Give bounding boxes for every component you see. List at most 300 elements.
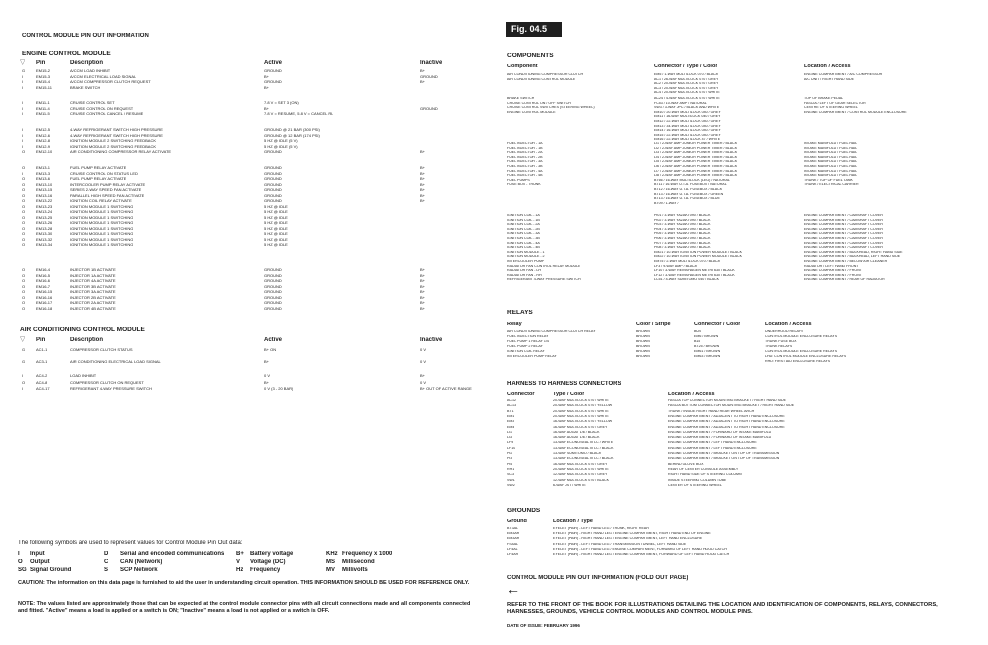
- pin-description: INTERCOOLER PUMP RELAY ACTIVATE: [70, 182, 146, 187]
- note-text: NOTE: The values listed are approximately those that can be expected at the control module connector pins with all circuit connections made and all components connected and fitted. "Active" means a load is applied or a switch is ON; "Inactive" means a load is not applied or a switch is OFF.: [18, 601, 471, 614]
- component-location: INTAKE MANIFOLD / FUEL RAIL: [804, 155, 858, 159]
- pin-description: AIR CONDITIONING ELECTRICAL LOAD SIGNAL: [70, 360, 161, 364]
- component-location: INTAKE MANIFOLD / FUEL RAIL: [804, 169, 858, 173]
- component-name: IGNITION MODULE - 1: [507, 250, 545, 254]
- component-location: ENGINE COMPARTMENT / CAMSHAFT COVER: [804, 214, 884, 217]
- pin-description: SERIES 2-WAY SPEED FAN ACTIVATE: [70, 188, 142, 192]
- harness-title: HARNESS TO HARNESS CONNECTORS: [507, 381, 622, 387]
- ground-id: BT3AL: [507, 527, 518, 530]
- harness-type: 20-WAY MULTILOCK 070 / WHITE: [553, 409, 609, 413]
- component-connector: EM11 / 16-WAY MULTILOCK 040 / GREY: [654, 115, 721, 119]
- relay-name: FUEL PUMP 2 RELAY: [507, 345, 543, 348]
- harness-type: 6-WAY JST / WHITE: [553, 483, 586, 487]
- component-location: ENGINE COMPARTMENT / BELOW AIR CLEANER: [804, 260, 888, 263]
- component-connector: PI01 / 3-WAY YAZAKI 090 / BLACK: [654, 214, 711, 217]
- relays-header-relay: Relay: [507, 322, 522, 327]
- pin-number: EM13-25: [36, 215, 53, 220]
- pin-active: GROUND: [264, 301, 282, 305]
- pin-number: EM16-18: [36, 306, 53, 311]
- pin-description: IGNITION MODULE 2 SWITCHING FEEDBACK: [70, 144, 157, 149]
- pin-description: INJECTOR 1B ACTIVATE: [70, 268, 116, 272]
- component-name: FUEL INJECTOR - 2B: [507, 155, 543, 159]
- relay-name: AIR CONDITIONING COMPRESSOR CLUTCH RELAY: [507, 330, 596, 333]
- component-connector: LI1 / 2-WAY AMP JUNIOR POWER TIMER / BLACK: [654, 142, 738, 145]
- harness-connector: RH1: [507, 467, 515, 471]
- pin-active: 0 V: [264, 374, 271, 378]
- component-connector: PI07 / 3-WAY YAZAKI 090 / BLACK: [654, 241, 711, 245]
- pin-number: EM12-6: [36, 133, 51, 138]
- pin-inactive: B+: [420, 177, 426, 181]
- pin-active: GROUND: [264, 284, 282, 289]
- component-name: RADIATOR FAN - LH: [507, 269, 542, 273]
- accm-title: AIR CONDITIONING CONTROL MODULE: [20, 327, 145, 333]
- pin-number: EM11-1: [36, 101, 50, 105]
- relay-location: TRUNK FUSE BOX: [765, 340, 797, 343]
- legend-value: Signal Ground: [30, 567, 72, 573]
- component-location: ENGINE COMPARTMENT / BULKHEAD, LEFT HAND SIDE: [804, 255, 901, 259]
- pin-inactive: B+: [420, 166, 426, 170]
- pin-symbol: O: [22, 237, 26, 242]
- pin-description: 4-WAY REFRIGERANT SWITCH HIGH PRESSURE: [70, 133, 163, 138]
- accm-header: [22, 336, 472, 346]
- pin-symbol: I: [22, 106, 24, 111]
- pin-number: EM15-3: [36, 74, 51, 79]
- pin-active: 5 HZ @ IDLE: [264, 226, 288, 231]
- component-connector: EM14 / 16-WAY MULTILOCK 040 / GREY: [654, 129, 721, 133]
- component-name: REFRIGERANT 4-WAY PRESSURE SWITCH: [507, 278, 581, 282]
- pin-symbol: O: [22, 193, 26, 198]
- pin-active: B+: [264, 74, 270, 79]
- pin-description: INJECTOR 2B ACTIVATE: [70, 295, 116, 300]
- legend-value: CAN (Network): [120, 559, 163, 565]
- component-name: RADIATOR FAN - RH: [507, 273, 542, 277]
- ground-id: EM3AR: [507, 532, 520, 536]
- ground-location: EYELET (PAIR) - LEFT HAND LEG / ENGINE COMPARTMENT, FORWARD OF LEFT HAND HOOD CATCH: [553, 547, 727, 551]
- pin-description: INJECTOR 4B ACTIVATE: [70, 306, 116, 311]
- component-location: ENGINE COMPARTMENT / REAR OF RADIATOR: [804, 278, 885, 282]
- pin-number: AC4-2: [36, 374, 48, 378]
- component-name: FUEL INJECTOR - 4B: [507, 174, 543, 178]
- pin-symbol: I: [22, 85, 24, 90]
- component-name: CRUISE CONTROL SWITCHES (STEERING WHEEL): [507, 106, 595, 110]
- ecm-header: [22, 59, 472, 69]
- component-location: TOP OF BRAKE PEDAL: [804, 97, 844, 100]
- component-connector: EM5 / 1-WAY MULTILOCK 070 / BLACK: [654, 73, 719, 76]
- component-name: INTERCOOLER PUMP: [507, 260, 545, 263]
- pin-number: EM13-23: [36, 204, 53, 209]
- legend-key: MV: [326, 567, 335, 573]
- legend-value: Frequency: [250, 567, 281, 573]
- pin-active: GROUND: [264, 80, 282, 84]
- pin-number: EM16-16: [36, 295, 53, 300]
- component-location: INTAKE MANIFOLD / FUEL RAIL: [804, 165, 858, 168]
- pin-number: EM13-24: [36, 210, 53, 214]
- component-connector: PI08 / 3-WAY YAZAKI 090 / BLACK: [654, 246, 711, 250]
- pin-description: COMPRESSOR CLUTCH STATUS: [70, 348, 133, 352]
- component-name: FUEL INJECTOR - 2A: [507, 151, 543, 155]
- component-name: ENGINE CONTROL MODULE: [507, 110, 556, 114]
- grounds-header-location: Location / Type: [553, 519, 593, 524]
- ground-id: LF4AR: [507, 553, 519, 556]
- pin-inactive: B+: [420, 284, 426, 289]
- component-location: A/C UNIT / RIGHT HAND SIDE: [804, 77, 854, 81]
- pin-description: CRUISE CONTROL SET: [70, 101, 115, 105]
- pin-number: AC3-1: [36, 360, 48, 364]
- pin-inactive: 0 V: [420, 380, 427, 385]
- pin-symbol: G: [22, 69, 26, 73]
- harness-location: ENGINE COMPARTMENT / ADJACENT TO RIGHT HAND ENCLOSURE: [668, 425, 785, 429]
- relay-color: BROWN: [636, 345, 650, 348]
- component-connector: BT66 / 16-WAY MULTILOCK (LEG) / NATURAL: [654, 178, 730, 182]
- pin-inactive: B+: [420, 301, 426, 305]
- pin-number: EM13-28: [36, 226, 53, 231]
- component-location: ENGINE COMPARTMENT / FRONT: [804, 273, 862, 277]
- pin-active: B+: [264, 360, 270, 364]
- component-name: FUEL INJECTOR - 3B: [507, 165, 543, 168]
- pin-number: EM13-32: [36, 237, 53, 242]
- harness-type: 13-WAY ECONOSEAL III LC / BLACK: [553, 457, 614, 461]
- pin-number: EM11-4: [36, 106, 50, 111]
- pin-number: EM15-11: [36, 85, 52, 90]
- harness-connector: LI1: [507, 430, 512, 434]
- relay-location: LHD: CONTROL MODULE ENCLOSURE RELAYS: [765, 355, 847, 358]
- component-connector: AC2 / 20-WAY MULTILOCK 070 / GREY: [654, 82, 719, 86]
- relay-color: BROWN: [636, 330, 650, 333]
- legend-value: Voltage (DC): [250, 559, 286, 565]
- harness-connector: LF10: [507, 446, 516, 450]
- component-location: ENGINE COMPARTMENT / CAMSHAFT COVER: [804, 241, 884, 245]
- accm-header-pin: Pin: [36, 337, 46, 343]
- component-connector: SW3 / 3-WAY JPC / BLACK AND WHITE: [654, 106, 720, 110]
- pin-number: EM13-1: [36, 166, 51, 170]
- pin-active: GROUND: [264, 182, 282, 187]
- pin-number: EM16-17: [36, 301, 53, 305]
- pin-symbol: I: [22, 74, 24, 79]
- pin-inactive: B+: [420, 80, 426, 84]
- relay-location: TRUNK RELAYS: [765, 345, 793, 348]
- grounds-header-ground: Ground: [507, 519, 527, 524]
- harness-connector: PI5: [507, 462, 513, 466]
- pin-inactive: B+: [420, 374, 426, 378]
- pin-active: GROUND: [264, 171, 282, 176]
- harness-connector: BT1: [507, 409, 514, 413]
- refer-text: REFER TO THE FRONT OF THE BOOK FOR ILLUSTRATIONS DETAILING THE LOCATION AND IDENTIFICATION OF COMPONENTS, RELAYS, CONNECTORS, HARNESSES, GROUNDS, VEHICLE CONTROL MODULES AND CONTROL MODULE PINS.: [507, 602, 938, 616]
- pin-symbol: O: [22, 279, 26, 283]
- pin-symbol: O: [22, 380, 26, 385]
- pin-active: 5 HZ @ IDLE: [264, 237, 288, 242]
- pin-inactive: B+: [420, 171, 426, 176]
- harness-location: FASCIA BOTTOM CONNECTOR MOUNTING BRACKET / RIGHT HAND SIDE: [668, 404, 795, 408]
- harness-type: 13-WAY SUMITOMO / BLACK: [553, 452, 602, 455]
- grounds-title: GROUNDS: [507, 508, 541, 514]
- pin-description: A/CCM ELECTRICAL LOAD SIGNAL: [70, 74, 137, 79]
- component-connector: LI8 / 2-WAY AMP JUNIOR POWER TIMER / BLACK: [654, 174, 738, 178]
- pin-number: EM11-5: [36, 112, 50, 116]
- pin-symbol: I: [22, 128, 24, 132]
- pin-inactive: B+: [420, 306, 426, 311]
- legend-key: MS: [326, 559, 335, 565]
- component-connector: LI2 / 2-WAY AMP JUNIOR POWER TIMER / BLACK: [654, 146, 738, 150]
- pin-number: EM13-3: [36, 171, 51, 176]
- pin-number: AC4-8: [36, 380, 48, 385]
- pin-number: EM13-10: [36, 182, 53, 187]
- harness-type: 13-WAY ECONOSEAL III LC / WHITE: [553, 441, 614, 445]
- pin-description: CRUISE CONTROL CANCEL / RESUME: [70, 112, 144, 116]
- pin-symbol: O: [22, 301, 26, 305]
- component-location: ENGINE COMPARTMENT / CAMSHAFT COVER: [804, 237, 884, 240]
- component-connector: EM13 / 34-WAY MULTILOCK 040 / GREY: [654, 124, 721, 128]
- pin-inactive: B+: [420, 199, 426, 203]
- relay-location: CONTROL MODULE ENCLOSURE RELAYS: [765, 335, 838, 338]
- ground-id: EM3AR: [507, 537, 520, 541]
- harness-location: ENGINE COMPARTMENT / ADJACENT TO RIGHT HAND ENCLOSURE: [668, 414, 785, 418]
- relay-color: BROWN: [636, 355, 650, 358]
- legend-key: S: [104, 567, 109, 573]
- component-name: FUEL PUMPS: [507, 178, 530, 182]
- legend-key: V: [236, 559, 241, 565]
- harness-connector: LI3: [507, 436, 512, 440]
- pin-inactive: B+: [420, 188, 426, 192]
- legend-value: Serial and encoded communications: [120, 551, 225, 557]
- pin-description: FUEL PUMP RELAY ACTIVATE: [70, 166, 127, 170]
- component-location: RADIATOR / LEFT HAND FRONT: [804, 264, 859, 268]
- pin-number: AC4-17: [36, 387, 50, 391]
- pin-number: EM13-34: [36, 243, 53, 247]
- component-connector: PI05 / 3-WAY YAZAKI 090 / BLACK: [654, 232, 711, 236]
- pin-symbol: O: [22, 290, 26, 294]
- ground-location: EYELET (PAIR) - RIGHT HAND LEG / ENGINE COMPARTMENT, FORWARD OF LEFT HAND HOOD CATCH: [553, 553, 730, 556]
- triangle-icon: ▽: [20, 59, 26, 66]
- pin-active: GROUND: [264, 268, 282, 272]
- pin-symbol: O: [22, 232, 26, 236]
- component-connector: LI3 / 2-WAY AMP JUNIOR POWER TIMER / BLACK: [654, 151, 738, 155]
- pin-number: EM13-6: [36, 177, 51, 181]
- pin-symbol: O: [22, 306, 26, 311]
- pin-symbol: G: [22, 348, 26, 352]
- ground-id: LF4AL: [507, 547, 518, 551]
- pin-symbol: I: [22, 387, 24, 391]
- harness-connector: PI2: [507, 452, 513, 455]
- harness-location: ENGINE COMPARTMENT / LEFT HAND ENCLOSURE: [668, 446, 757, 450]
- pin-number: EM16-7: [36, 284, 51, 289]
- harness-connector: EM3: [507, 420, 515, 424]
- component-name: IGNITION COIL - 3B: [507, 237, 540, 240]
- relay-connector: EM63 / BROWN: [694, 355, 721, 358]
- pin-number: EM16-4: [36, 268, 51, 272]
- accm-header-active: Active: [264, 337, 283, 343]
- pin-active: 5 HZ @ IDLE: [264, 221, 288, 225]
- pin-description: REFRIGERANT 4-WAY PRESSURE SWITCH: [70, 387, 152, 391]
- pin-description: INJECTOR 3A ACTIVATE: [70, 290, 116, 294]
- relays-header-connector: Connector / Color: [694, 322, 741, 327]
- harness-type: 20-WAY MULTILOCK 070 / YELLOW: [553, 404, 613, 408]
- pin-inactive: B+: [420, 69, 426, 73]
- relay-connector: EM6 / BROWN: [694, 335, 719, 338]
- legend-value: Millisecond: [342, 559, 375, 565]
- relay-location: UNDERHOOD RELAYS: [765, 330, 804, 333]
- pin-description: PARALLEL HIGH SPEED FAN ACTIVATE: [70, 193, 145, 198]
- pin-active: 5 HZ @ IDLE: [264, 215, 288, 220]
- pin-active: 5 HZ @ IDLE: [264, 210, 288, 214]
- relay-location: CONTROL MODULE ENCLOSURE RELAYS: [765, 350, 838, 353]
- pin-description: COMPRESSOR CLUTCH ON REQUEST: [70, 380, 144, 385]
- harness-location: FASCIA TOP CONNECTOR MOUNTING BRACKET / RIGHT HAND SIDE: [668, 399, 787, 402]
- harness-connector: EM1: [507, 414, 515, 418]
- component-name: FUSE BOX - TRUNK: [507, 183, 541, 187]
- ground-location: EYELET (PAIR) - RIGHT HAND LEG / ENGINE COMPARTMENT, RIGHT HAND END OF ENGINE: [553, 532, 711, 536]
- pin-description: IGNITION MODULE 1 SWITCHING: [70, 221, 134, 225]
- pin-symbol: O: [22, 166, 26, 170]
- pin-description: LOAD INHIBIT: [70, 374, 97, 378]
- pin-description: IGNITION MODULE 1 SWITCHING: [70, 204, 134, 209]
- pin-number: EM13-15: [36, 188, 53, 192]
- pin-number: EM12-10: [36, 150, 53, 154]
- harness-type: 16-WAY MULTILOCK 070 / YELLOW: [553, 420, 613, 424]
- foldout-title: CONTROL MODULE PIN OUT INFORMATION (FOLD OUT PAGE): [507, 575, 689, 581]
- relay-connector: BT25 / BROWN: [694, 345, 720, 348]
- pin-inactive: B+: [420, 279, 426, 283]
- harness-location: CENTER OF STEERING WHEEL: [668, 483, 722, 487]
- ecm-header-active: Active: [264, 60, 283, 66]
- pin-number: EM12-8: [36, 139, 51, 143]
- relay-name: FUEL INJECTION RELAY: [507, 335, 549, 338]
- relay-color: BROWN: [636, 340, 650, 343]
- component-name: CRUISE CONTROL ON / OFF SWITCH: [507, 101, 571, 105]
- component-location: TRUNK / TOP OF FUEL TANK: [804, 178, 853, 182]
- component-connector: AC3 / 20-WAY MULTILOCK 070 / GREY: [654, 86, 719, 90]
- harness-connector: SC3: [507, 473, 514, 477]
- harness-connector: SW2: [507, 483, 515, 487]
- component-connector: LF10 / 3-WAY REINSHAGEN METRI 630 / BLACK: [654, 269, 735, 273]
- page-title: CONTROL MODULE PIN OUT INFORMATION: [22, 33, 149, 39]
- component-name: RADIATOR FAN CONTROL RELAY MODULE: [507, 264, 581, 268]
- harness-type: 12-WAY MULTILOCK 070 / GREY: [553, 473, 608, 477]
- pin-inactive: B+: [420, 290, 426, 294]
- relay-name: INTERCOOLER PUMP RELAY: [507, 355, 557, 358]
- harness-location: TRUNK / INSIDE RIGHT HAND REAR WHEEL ARCH: [668, 409, 755, 413]
- pin-number: EM12-5: [36, 128, 51, 132]
- pin-description: CRUISE CONTROL ON REQUEST: [70, 106, 134, 111]
- legend-value: Frequency x 1000: [342, 551, 393, 557]
- component-name: FUEL INJECTOR - 1B: [507, 146, 543, 150]
- component-connector: LC51 / 4-WAY SUMITOMO 040 / BLACK: [654, 278, 719, 282]
- pin-symbol: O: [22, 188, 26, 192]
- legend-key: I: [18, 551, 20, 557]
- component-connector: LI5 / 2-WAY AMP JUNIOR POWER TIMER / BLACK: [654, 160, 738, 164]
- harness-header-location: Location / Access: [668, 392, 715, 397]
- harness-location: ENGINE COMPARTMENT / FORWARD OF INTAKE MANIFOLD: [668, 436, 772, 440]
- pin-active: GROUND: [264, 306, 282, 311]
- harness-location: ENGINE COMPARTMENT / BRACKET ON TOP OF TRANSMISSION: [668, 457, 780, 461]
- harness-connector: PI3: [507, 457, 513, 461]
- pin-symbol: I: [22, 139, 24, 143]
- ground-location: EYELET (PAIR) - LEFT HAND LEG / TRANSMISSION TUNNEL, LEFT HAND SIDE: [553, 542, 687, 546]
- legend-value: Battery voltage: [250, 551, 294, 557]
- relay-name: IGNITION COIL RELAY: [507, 350, 545, 353]
- component-connector: BT13 / 16-WAY U.T.A. FUSEBOX / BLUE: [654, 197, 720, 201]
- component-name: IGNITION COIL - 3A: [507, 232, 540, 236]
- relays-header-color: Color / Stripe: [636, 322, 671, 327]
- component-location: ENGINE COMPARTMENT / A/C COMPRESSOR: [804, 73, 883, 76]
- legend-title: The following symbols are used to represent values for Control Module Pin Out data:: [18, 540, 243, 546]
- figure-number: Fig. 04.5: [511, 25, 548, 34]
- pin-inactive: B+: [420, 295, 426, 300]
- pin-description: IGNITION MODULE 1 SWITCHING: [70, 237, 134, 242]
- caution-text: CAUTION: The information on this data page is furnished to aid the user in understanding circuit operation. THIS INFORMATION SHOULD BE USED FOR REFERENCE ONLY.: [18, 580, 470, 586]
- pin-description: IGNITION MODULE 1 SWITCHING: [70, 210, 134, 214]
- harness-location: ENGINE COMPARTMENT / LEFT HAND ENCLOSURE: [668, 441, 757, 445]
- pin-active: GROUND: [264, 199, 282, 203]
- pin-symbol: G: [22, 360, 26, 364]
- relay-connector: EM61 / BROWN: [694, 350, 721, 353]
- component-connector: LI6 / 2-WAY AMP JUNIOR POWER TIMER / BLACK: [654, 165, 738, 168]
- harness-location: REAR OF CENTER CONSOLE ASSEMBLY: [668, 467, 739, 471]
- legend-key: O: [18, 559, 23, 565]
- pin-active: GROUND: [264, 150, 282, 154]
- pin-number: EM15-4: [36, 80, 51, 84]
- components-header-connector: Connector / Type / Color: [654, 64, 718, 69]
- component-connector: LF3 / 9-WAY AMP / BLACK: [654, 264, 698, 268]
- component-connector: LI4 / 2-WAY AMP JUNIOR POWER TIMER / BLACK: [654, 155, 738, 159]
- pin-active: GROUND: [264, 290, 282, 294]
- harness-connector: EM4: [507, 425, 515, 429]
- harness-type: 12-WAY MULTILOCK 070 / BLACK: [553, 478, 609, 482]
- legend-value: Input: [30, 551, 45, 557]
- components-header-location: Location / Access: [804, 64, 851, 69]
- harness-header-connector: Connector: [507, 392, 535, 397]
- relays-title: RELAYS: [507, 310, 533, 316]
- legend-key: Hz: [236, 567, 244, 573]
- harness-connector: SW1: [507, 478, 515, 482]
- pin-number: EM16-15: [36, 290, 53, 294]
- pin-symbol: I: [22, 144, 24, 149]
- relay-name: FUEL PUMP 1 RELAY 1/4: [507, 340, 549, 343]
- pin-active: 7.8 V = SET 3 (ON): [264, 101, 299, 105]
- component-connector: FC53 / 10-WAY AMP / NATURAL: [654, 101, 707, 105]
- pin-inactive: B+: [420, 182, 426, 187]
- component-name: IGNITION COIL - 4A: [507, 241, 540, 245]
- components-header-component: Component: [507, 64, 538, 69]
- pin-symbol: O: [22, 182, 26, 187]
- ground-location: EYELET (PAIR) - RIGHT HAND LEG / ENGINE COMPARTMENT, LEFT HAND ENCLOSURE: [553, 537, 703, 541]
- pin-inactive: B+ OUT OF ACTIVE RANGE: [420, 387, 472, 391]
- pin-description: IGNITION MODULE 1 SWITCHING: [70, 215, 134, 220]
- pin-description: INJECTOR 1A ACTIVATE: [70, 273, 116, 278]
- component-location: ENGINE COMPARTMENT / FRONT: [804, 269, 862, 273]
- pin-symbol: O: [22, 210, 26, 214]
- pin-active: GROUND: [264, 279, 282, 283]
- legend-key: KHz: [326, 551, 338, 557]
- pin-description: IGNITION MODULE 1 SWITCHING: [70, 232, 134, 236]
- accm-header-desc: Description: [70, 337, 104, 343]
- pin-symbol: I: [22, 80, 24, 84]
- pin-description: BRAKE SWITCH: [70, 85, 101, 90]
- accm-header-inactive: Inactive: [420, 337, 443, 343]
- pin-description: A/CCM LOAD INHIBIT: [70, 69, 111, 73]
- ecm-header-desc: Description: [70, 60, 104, 66]
- component-connector: BT13 / 16-WAY U.T.A. FUSEBOX / GREEN: [654, 192, 724, 196]
- relays-header-location: Location / Access: [765, 322, 812, 327]
- harness-connector: LF9: [507, 441, 514, 445]
- pin-active: GROUND @ 21 BAR (300 PSI): [264, 128, 320, 132]
- pin-description: INJECTOR 4A ACTIVATE: [70, 279, 116, 283]
- component-connector: LF12 / 3-WAY REINSHAGEN METRI 630 / BLACK: [654, 273, 735, 277]
- component-location: ENGINE COMPARTMENT / CAMSHAFT COVER: [804, 218, 884, 222]
- pin-number: AC1-1: [36, 348, 48, 352]
- pin-active: GROUND: [264, 193, 282, 198]
- harness-type: 16-WAY MULTILOCK 070 / GREY: [553, 462, 608, 466]
- issue-date: DATE OF ISSUE: FEBRUARY 1996: [507, 624, 580, 628]
